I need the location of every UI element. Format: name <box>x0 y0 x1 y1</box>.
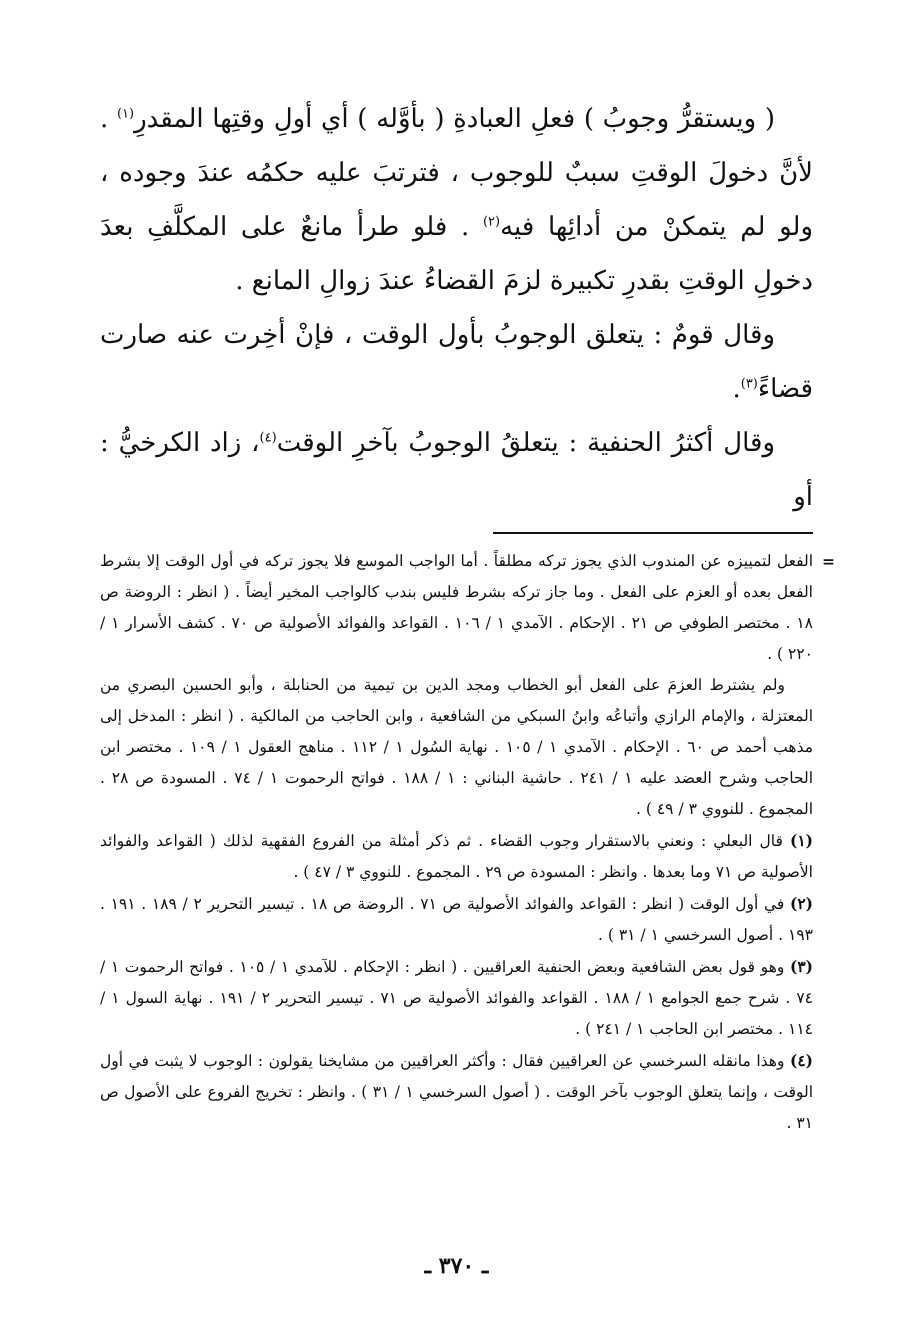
footnote-3 <box>100 951 813 1045</box>
footnote-ref-1[interactable]: (١) <box>116 106 135 122</box>
paragraph-3 <box>100 416 813 524</box>
paragraph-2-end: . <box>732 374 741 404</box>
paragraph-3-text-b: ، زاد الكرخيُّ : أو <box>100 428 813 512</box>
footnote-4 <box>100 1045 813 1139</box>
footnote-continuation-text-2: ولم يشترط العزمَ على الفعل أبو الخطاب ومجد الدين بن تيمية من الحنابلة ، وأبو الحسين البصري من المعتزلة ، والإمام الرازي وأتباعُه وابنُ السبكي من الشافعية ، وابن الحاجب من المالكية . ( انظر : المدخل إلى مذهب أحمد ص ٦٠ . الإحكام . الآمدي ١ / ١٠٥ . نهاية السُول ١ / ١١٢ . مناهج العقول ١ / ١٠٩ . مختصر ابن الحاجب وشرح العضد عليه ١ / ٢٤١ . حاشية البناني : ١ / ١٨٨ . فواتح الرحموت ١ / ٧٤ . المسودة ص ٢٨ . المجموع . للنووي ٣ / ٤٩ ) . <box>100 676 814 818</box>
footnote-text-4: وهذا مانقله السرخسي عن العراقيين فقال : وأكثر العراقيين من مشايخنا يقولون : الوجوب لا يثبت في أول الوقت ، وإنما يتعلق الوجوب بآخر الوقت . ( أصول السرخسي ١ / ٣١ ) . وانظر : تخريج الفروع على الأصول ص ٣١ . <box>100 1052 814 1132</box>
footnote-ref-3[interactable]: (٣) <box>740 376 758 392</box>
paragraph-1-text-a: ( ويستقرُّ وجوبُ ) فعلِ العبادةِ ( بأوَّله ) أي أولِ وقتِها المقدرِ <box>134 104 775 134</box>
footnote-text-1: قال البعلي : ونعني بالاستقرار وجوب القضاء . ثم ذكر أمثلة من الفروع الفقهية لذلك ( القواعد والفوائد الأصولية ص ٧١ وما بعدها . وانظر : المسودة ص ٢٩ . المجموع . للنووي ٣ / ٤٧ ) . <box>100 832 813 881</box>
paragraph-1 <box>100 92 813 308</box>
footnote-text-2: في أول الوقت ( انظر : القواعد والفوائد الأصولية ص ٧١ . الروضة ص ١٨ . تيسير التحرير ٢ / ١٨٩ . ١٩١ . ١٩٣ . أصول السرخسي ١ / ٣١ ) . <box>100 895 813 944</box>
continuation-mark: = <box>822 552 835 571</box>
footnote-ref-4[interactable]: (٤) <box>259 430 277 446</box>
paragraph-1-text-b: . لأنَّ دخولَ الوقتِ سببٌ للوجوب ، فترتبَ عليه حكمُه عندَ وجوده ، ولو لم يتمكنْ من أدائِها فيه <box>100 104 814 242</box>
footnote-2 <box>100 888 813 951</box>
footnotes <box>100 546 835 1139</box>
footnote-separator <box>493 532 813 534</box>
footnote-1 <box>100 825 813 888</box>
footnote-continuation-text-1: الفعل لتمييزه عن المندوب الذي يجوز تركه مطلقاً . أما الواجب الموسع فلا يجوز تركه في أول الوقت إلا بشرط الفعل بعده أو العزم على الفعل . وما جاز تركه بشرط فليس بندب كالواجب المخير أيضاً . ( انظر : الروضة ص ١٨ . مختصر الطوفي ص ٢١ . الإحكام . الآمدي ١ / ١٠٦ . القواعد والفوائد الأصولية ص ٧٠ . كشف الأسرار ١ / ٢٢٠ ) . <box>100 552 813 663</box>
page <box>100 92 835 1279</box>
paragraph-1-text-c: . فلو طرأ مانعٌ على المكلَّفِ بعدَ دخولِ الوقتِ بقدرِ تكبيرة لزمَ القضاءُ عندَ زوالِ المانع . <box>100 212 813 296</box>
main-text <box>100 92 813 524</box>
footnote-continuation <box>100 546 835 670</box>
footnote-number-4: (٤) <box>789 1051 813 1070</box>
page-number: ـ ٣٧٠ ـ <box>424 1253 489 1279</box>
footnote-text-3: وهو قول بعض الشافعية وبعض الحنفية العراقيين . ( انظر : الإحكام . للآمدي ١ / ١٠٥ . فواتح الرحموت ١ / ٧٤ . شرح جمع الجوامع ١ / ١٨٨ . القواعد والفوائد الأصولية ص ٧١ . تيسير التحرير ٢ / ١٩١ . نهاية السول ١ / ١١٤ . مختصر ابن الحاجب ١ / ٢٤١ ) . <box>100 958 813 1038</box>
paragraph-2 <box>100 308 813 416</box>
paragraph-2-text: وقال قومٌ : يتعلق الوجوبُ بأول الوقت ، فإنْ أخِرت عنه صارت قضاءً <box>100 320 813 404</box>
footnote-number-3: (٣) <box>789 957 813 976</box>
footnote-number-1: (١) <box>789 831 813 850</box>
footnote-number-2: (٢) <box>790 894 814 913</box>
footnote-continuation-2 <box>100 670 813 825</box>
paragraph-3-text: وقال أكثرُ الحنفية : يتعلقُ الوجوبُ بآخرِ الوقت <box>276 428 776 458</box>
footnote-ref-2[interactable]: (٢) <box>482 214 501 230</box>
